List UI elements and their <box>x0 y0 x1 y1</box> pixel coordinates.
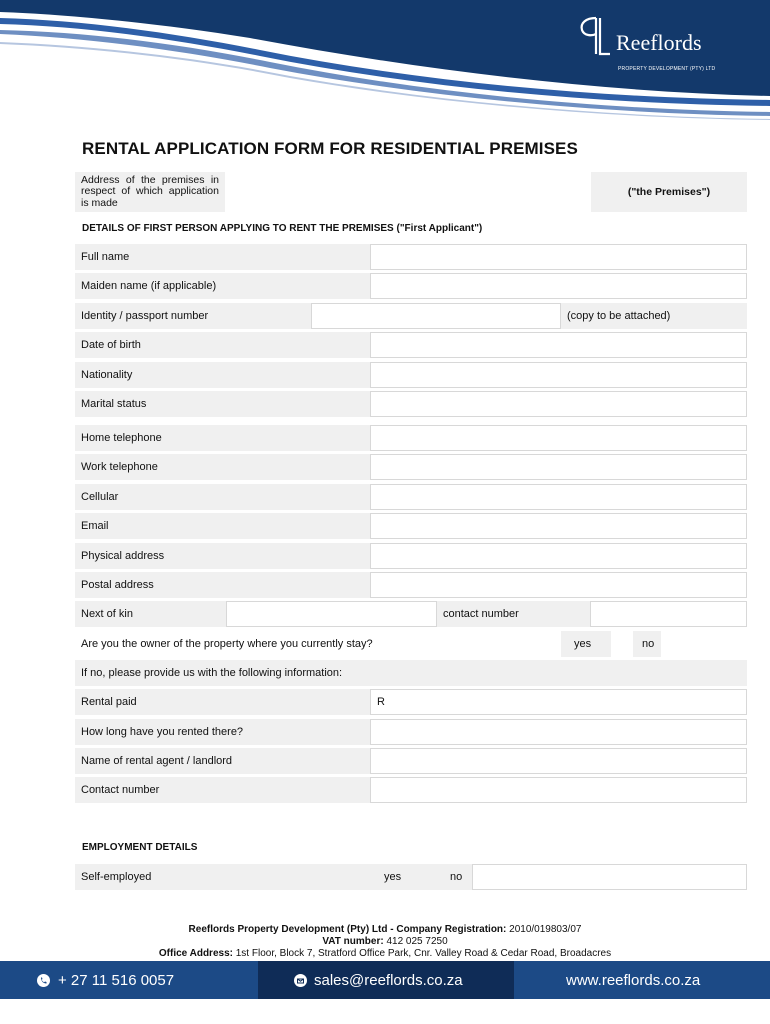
office-address: 1st Floor, Block 7, Stratford Office Park, Cnr. Valley Road & Cedar Road, Broadacres <box>235 948 612 959</box>
logo-subtitle: PROPERTY DEVELOPMENT (PTY) LTD <box>618 66 716 72</box>
maiden-name-field[interactable] <box>370 273 747 299</box>
form-title: RENTAL APPLICATION FORM FOR RESIDENTIAL PREMISES <box>82 139 578 158</box>
rental-paid-label: Rental paid <box>75 689 370 715</box>
cellular-label: Cellular <box>75 484 370 510</box>
rental-agent-field[interactable] <box>370 748 747 774</box>
company-logo <box>568 0 724 72</box>
next-of-kin-field[interactable] <box>226 601 437 627</box>
kin-contact-number-label: contact number <box>437 601 590 627</box>
full-name-field[interactable] <box>370 244 747 270</box>
self-employed-no-option[interactable]: no <box>434 864 472 890</box>
dob-field[interactable] <box>370 332 747 358</box>
postal-address-field[interactable] <box>370 572 747 598</box>
dob-label: Date of birth <box>75 332 370 358</box>
owner-yes-box[interactable] <box>611 631 633 657</box>
email-label: Email <box>75 513 370 539</box>
self-employed-yes-option[interactable]: yes <box>370 864 434 890</box>
vat-number: 412 025 7250 <box>386 936 448 947</box>
physical-address-label: Physical address <box>75 543 370 569</box>
rental-duration-field[interactable] <box>370 719 747 745</box>
premises-label: Address of the premises in respect of which application is made <box>75 172 225 212</box>
self-employed-field[interactable] <box>472 864 747 890</box>
if-no-instruction: If no, please provide us with the following information: <box>75 660 747 686</box>
postal-address-label: Postal address <box>75 572 370 598</box>
nationality-label: Nationality <box>75 362 370 388</box>
company-line-label: Reeflords Property Development (Pty) Ltd - Company Registration: <box>188 924 507 935</box>
email-segment <box>258 961 514 999</box>
first-applicant-heading: DETAILS OF FIRST PERSON APPLYING TO RENT THE PREMISES ("First Applicant") <box>82 223 483 234</box>
next-of-kin-label: Next of kin <box>75 601 226 627</box>
work-telephone-label: Work telephone <box>75 454 370 480</box>
kin-contact-number-field[interactable] <box>590 601 747 627</box>
email-icon <box>294 974 307 987</box>
owner-yes-option[interactable]: yes <box>561 631 611 657</box>
phone-number[interactable]: + 27 11 516 0057 <box>58 971 175 989</box>
agent-contact-field[interactable] <box>370 777 747 803</box>
home-telephone-field[interactable] <box>370 425 747 451</box>
maiden-name-label: Maiden name (if applicable) <box>75 273 370 299</box>
logo-wordmark: Reeflords <box>616 30 702 55</box>
id-number-field[interactable] <box>311 303 561 329</box>
phone-icon <box>37 974 50 987</box>
contact-bar <box>0 961 770 999</box>
marital-status-field[interactable] <box>370 391 747 417</box>
home-telephone-label: Home telephone <box>75 425 370 451</box>
rental-paid-field[interactable]: R <box>370 689 747 715</box>
rental-agent-label: Name of rental agent / landlord <box>75 748 370 774</box>
phone-segment <box>0 961 258 999</box>
work-telephone-field[interactable] <box>370 454 747 480</box>
logo-mark-icon <box>574 14 614 58</box>
owner-question: Are you the owner of the property where you currently stay? <box>75 631 561 657</box>
rental-duration-label: How long have you rented there? <box>75 719 370 745</box>
self-employed-label: Self-employed <box>75 864 370 890</box>
employment-heading: EMPLOYMENT DETAILS <box>82 842 198 853</box>
agent-contact-label: Contact number <box>75 777 370 803</box>
vat-label: VAT number: <box>322 936 384 947</box>
id-number-label: Identity / passport number <box>75 303 311 329</box>
premises-input[interactable] <box>226 172 591 212</box>
website-link[interactable]: www.reeflords.co.za <box>566 971 701 989</box>
website-segment <box>514 961 770 999</box>
full-name-label: Full name <box>75 244 370 270</box>
id-copy-note: (copy to be attached) <box>561 303 747 329</box>
email-address[interactable]: sales@reeflords.co.za <box>314 971 463 989</box>
email-field[interactable] <box>370 513 747 539</box>
owner-no-option[interactable]: no <box>633 631 661 657</box>
vat-line <box>0 936 770 947</box>
company-registration-line <box>0 924 770 935</box>
physical-address-field[interactable] <box>370 543 747 569</box>
office-address-line <box>0 948 770 959</box>
company-reg-number: 2010/019803/07 <box>509 924 582 935</box>
nationality-field[interactable] <box>370 362 747 388</box>
marital-status-label: Marital status <box>75 391 370 417</box>
premises-suffix: ("the Premises") <box>591 172 747 212</box>
office-address-label: Office Address: <box>158 948 233 959</box>
cellular-field[interactable] <box>370 484 747 510</box>
